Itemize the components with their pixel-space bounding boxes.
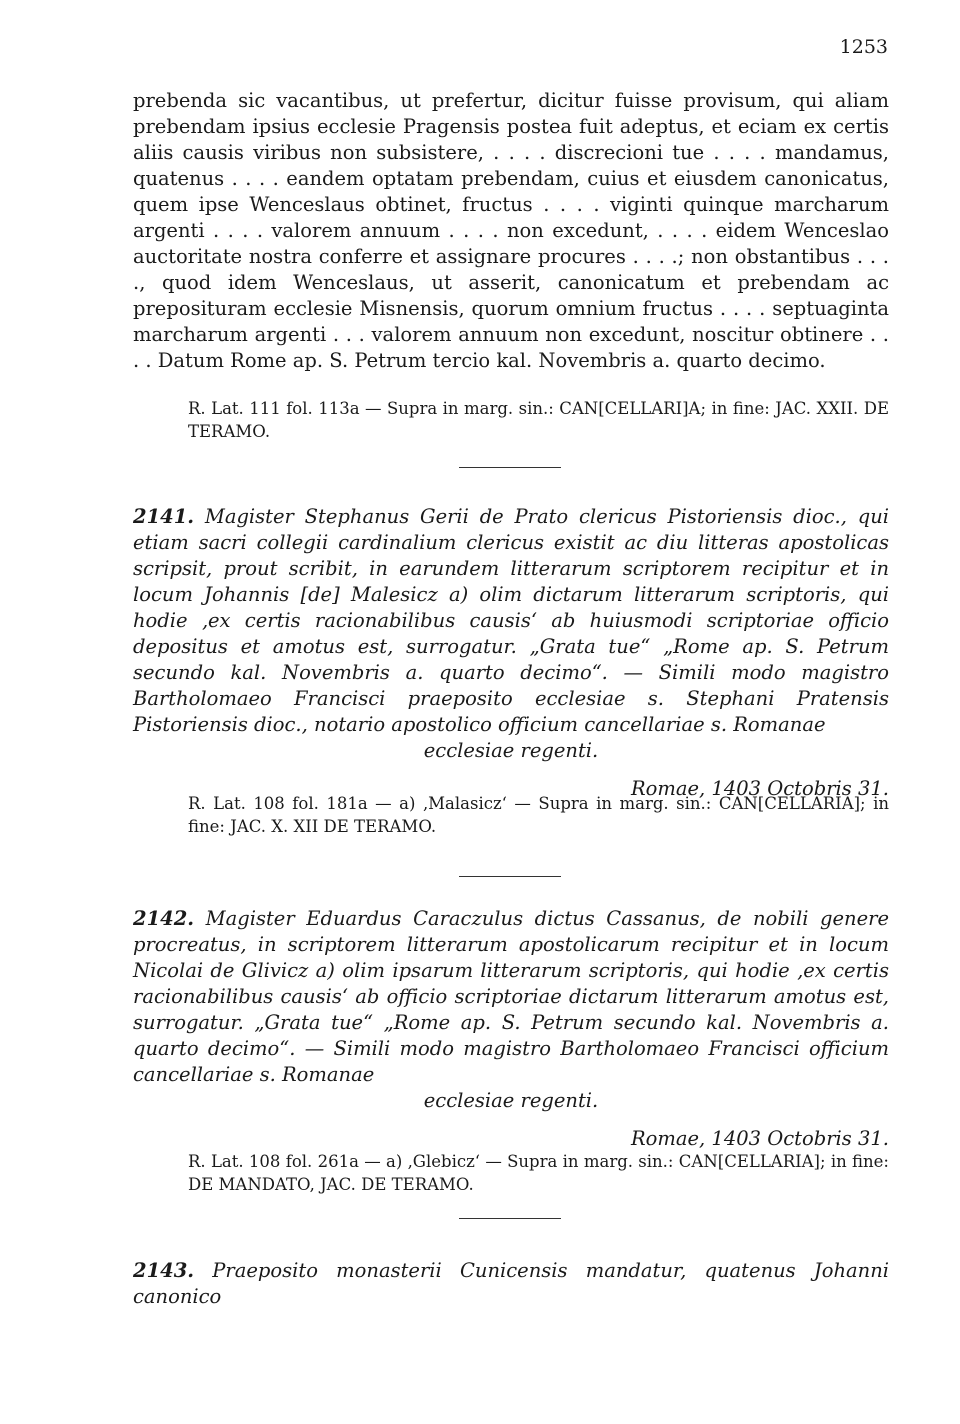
continuation-paragraph (133, 88, 889, 374)
source-note-text: R. Lat. 108 fol. 181a — a) ‚Malasicz‘ — Supra in marg. sin.: CAN[CELLARIA]; in fine: JAC. X. XII DE TERAMO. (188, 794, 889, 836)
entry-regest (133, 906, 889, 1088)
entry-regest (133, 1258, 889, 1310)
source-note-2142 (133, 1150, 889, 1196)
entry-2142 (133, 906, 889, 1152)
regest-text: Praeposito monasterii Cunicensis mandatur, quatenus Johanni canonico (133, 1259, 890, 1308)
entry-regest (133, 504, 889, 738)
entry-number: 2141. (133, 505, 195, 528)
entry-2141 (133, 504, 889, 802)
source-note-continuation (133, 397, 889, 443)
separator-rule (459, 467, 561, 468)
regest-text: Magister Eduardus Caraczulus dictus Cassanus, de nobili genere procreatus, in scriptorem litterarum apostolicarum recipitur et in locum Nicolai de Glivicz a) olim ipsarum litterarum scriptoris, qui hodie ‚ex certis racionabilibus causis‘ ab officio scriptoriae dictarum litterarum amotus est, surrogatur. „Grata tue“ „Rome ap. S. Petrum secundo kal. Novembris a. quarto decimo“. — Simili modo magistro Bartholomaeo Francisci officium cancellariae s. Romanae (133, 907, 890, 1086)
regest-end: ecclesiae regenti. (423, 1089, 599, 1112)
entry-date: Romae, 1403 Octobris 31. (630, 1127, 889, 1150)
regest-text: Magister Stephanus Gerii de Prato clericus Pistoriensis dioc., qui etiam sacri collegii cardinalium clericus existit ac diu litteras apostolicas scripsit, prout scribit, in earundem litterarum scriptorem recipitur et in locum Johannis [de] Malesicz a) olim dictarum litterarum scriptoris, qui hodie ‚ex certis racionabilibus causis‘ ab huiusmodi scriptoriae officio depositus et amotus est, surrogatur. „Grata tue“ „Rome ap. S. Petrum secundo kal. Novembris a. quarto decimo“. — Simili modo magistro Bartholomaeo Francisci praeposito ecclesiae s. Stephani Pratensis Pistoriensis dioc., notario apostolico officium cancellariae s. Romanae (133, 505, 889, 736)
entry-date: Romae, 1403 Octobris 31. (630, 777, 889, 800)
regest-end: ecclesiae regenti. (423, 739, 599, 762)
entry-number: 2143. (133, 1259, 195, 1282)
continuation-text: prebenda sic vacantibus, ut prefertur, dicitur fuisse provisum, qui aliam prebendam ipsius ecclesie Pragensis postea fuit adeptus, et eciam ex certis aliis causis viribus non subsistere, . . . . discrecioni tue . . . . mandamus, quatenus . . . . eandem optatam prebendam, cuius et eiusdem canonicatus, quem ipse Wenceslaus obtinet, fructus . . . . viginti quinque marcharum argenti . . . . valorem annuum . . . . non excedunt, . . . . eidem Wenceslao auctoritate nostra conferre et assignare procures . . . .; non obstantibus . . . ., quod idem Wenceslaus, ut asserit, canonicatum et prebendam ac preposituram ecclesie Misnensis, quorum omnium fructus . . . . septuaginta marcharum argenti . . . valorem annuum non excedunt, noscitur obtinere . . . . Datum Rome ap. S. Petrum tercio kal. Novembris a. quarto decimo. (133, 89, 889, 372)
entry-number: 2142. (133, 907, 195, 930)
source-note-text: R. Lat. 111 fol. 113a — Supra in marg. sin.: CAN[CELLARI]A; in fine: JAC. XXII. DE TERAMO. (188, 399, 889, 441)
source-note-2141 (133, 792, 889, 838)
separator-rule (459, 876, 561, 877)
source-note-text: R. Lat. 108 fol. 261a — a) ‚Glebicz‘ — Supra in marg. sin.: CAN[CELLARIA]; in fine: DE MANDATO, JAC. DE TERAMO. (188, 1152, 889, 1194)
separator-rule (459, 1218, 561, 1219)
entry-2143 (133, 1258, 889, 1310)
page-number: 1253 (839, 36, 888, 58)
